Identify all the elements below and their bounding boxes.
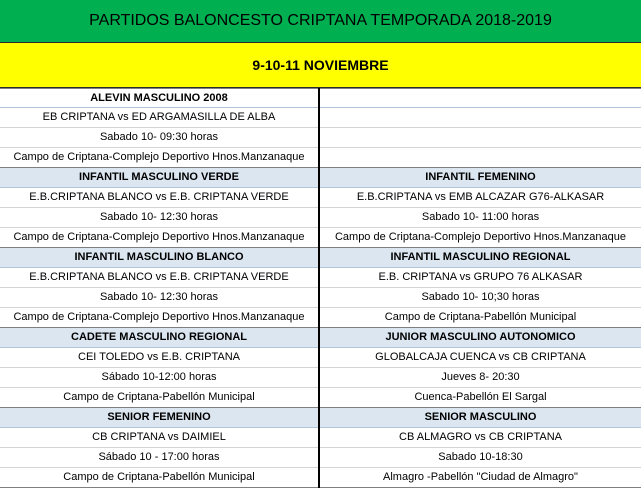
venue-cell[interactable] <box>320 148 641 168</box>
match-block <box>320 328 641 408</box>
right-column <box>320 88 641 488</box>
match-block <box>0 408 318 488</box>
match-block <box>320 408 641 488</box>
match-cell[interactable] <box>320 108 641 128</box>
venue-cell[interactable]: Cuenca-Pabellón El Sargal <box>320 388 641 408</box>
match-block <box>320 248 641 328</box>
category-header[interactable]: ALEVIN MASCULINO 2008 <box>0 88 318 108</box>
time-cell[interactable] <box>320 128 641 148</box>
match-cell[interactable]: EB CRIPTANA vs ED ARGAMASILLA DE ALBA <box>0 108 318 128</box>
match-cell[interactable]: E.B.CRIPTANA BLANCO vs E.B. CRIPTANA VERDE <box>0 188 318 208</box>
venue-cell[interactable]: Campo de Criptana-Pabellón Municipal <box>0 468 318 488</box>
venue-cell[interactable]: Almagro -Pabellón "Ciudad de Almagro" <box>320 468 641 488</box>
time-cell[interactable]: Sabado 10- 11:00 horas <box>320 208 641 228</box>
match-cell[interactable]: E.B.CRIPTANA vs EMB ALCAZAR G76-ALKASAR <box>320 188 641 208</box>
date-banner: 9-10-11 NOVIEMBRE <box>0 43 641 88</box>
time-cell[interactable]: Sabado 10- 09:30 horas <box>0 128 318 148</box>
match-cell[interactable]: E.B.CRIPTANA BLANCO vs E.B. CRIPTANA VERDE <box>0 268 318 288</box>
match-cell[interactable]: E.B. CRIPTANA vs GRUPO 76 ALKASAR <box>320 268 641 288</box>
category-header[interactable]: INFANTIL MASCULINO VERDE <box>0 168 318 188</box>
match-cell[interactable]: CEI TOLEDO vs E.B. CRIPTANA <box>0 348 318 368</box>
category-header[interactable]: SENIOR FEMENINO <box>0 408 318 428</box>
venue-cell[interactable]: Campo de Criptana-Complejo Deportivo Hnos.Manzanaque <box>0 308 318 328</box>
match-block <box>0 168 318 248</box>
match-block <box>320 88 641 168</box>
category-header[interactable]: CADETE MASCULINO REGIONAL <box>0 328 318 348</box>
venue-cell[interactable]: Campo de Criptana-Pabellón Municipal <box>320 308 641 328</box>
match-block <box>320 168 641 248</box>
category-header[interactable] <box>320 88 641 108</box>
match-block <box>0 88 318 168</box>
venue-cell[interactable]: Campo de Criptana-Complejo Deportivo Hnos.Manzanaque <box>320 228 641 248</box>
venue-cell[interactable]: Campo de Criptana-Complejo Deportivo Hnos.Manzanaque <box>0 148 318 168</box>
match-cell[interactable]: CB ALMAGRO vs CB CRIPTANA <box>320 428 641 448</box>
match-block <box>0 328 318 408</box>
category-header[interactable]: INFANTIL FEMENINO <box>320 168 641 188</box>
time-cell[interactable]: Sábado 10-12:00 horas <box>0 368 318 388</box>
time-cell[interactable]: Sabado 10-18:30 <box>320 448 641 468</box>
time-cell[interactable]: Sabado 10- 10;30 horas <box>320 288 641 308</box>
time-cell[interactable]: Sabado 10- 12:30 horas <box>0 208 318 228</box>
venue-cell[interactable]: Campo de Criptana-Complejo Deportivo Hnos.Manzanaque <box>0 228 318 248</box>
match-cell[interactable]: GLOBALCAJA CUENCA vs CB CRIPTANA <box>320 348 641 368</box>
category-header[interactable]: INFANTIL MASCULINO REGIONAL <box>320 248 641 268</box>
match-cell[interactable]: CB CRIPTANA vs DAIMIEL <box>0 428 318 448</box>
match-block <box>0 248 318 328</box>
page-title: PARTIDOS BALONCESTO CRIPTANA TEMPORADA 2018-2019 <box>0 0 641 43</box>
category-header[interactable]: SENIOR MASCULINO <box>320 408 641 428</box>
time-cell[interactable]: Jueves 8- 20:30 <box>320 368 641 388</box>
left-column <box>0 88 320 488</box>
category-header[interactable]: JUNIOR MASCULINO AUTONOMICO <box>320 328 641 348</box>
category-header[interactable]: INFANTIL MASCULINO BLANCO <box>0 248 318 268</box>
time-cell[interactable]: Sábado 10 - 17:00 horas <box>0 448 318 468</box>
venue-cell[interactable]: Campo de Criptana-Pabellón Municipal <box>0 388 318 408</box>
schedule-grid <box>0 88 641 488</box>
time-cell[interactable]: Sabado 10- 12:30 horas <box>0 288 318 308</box>
